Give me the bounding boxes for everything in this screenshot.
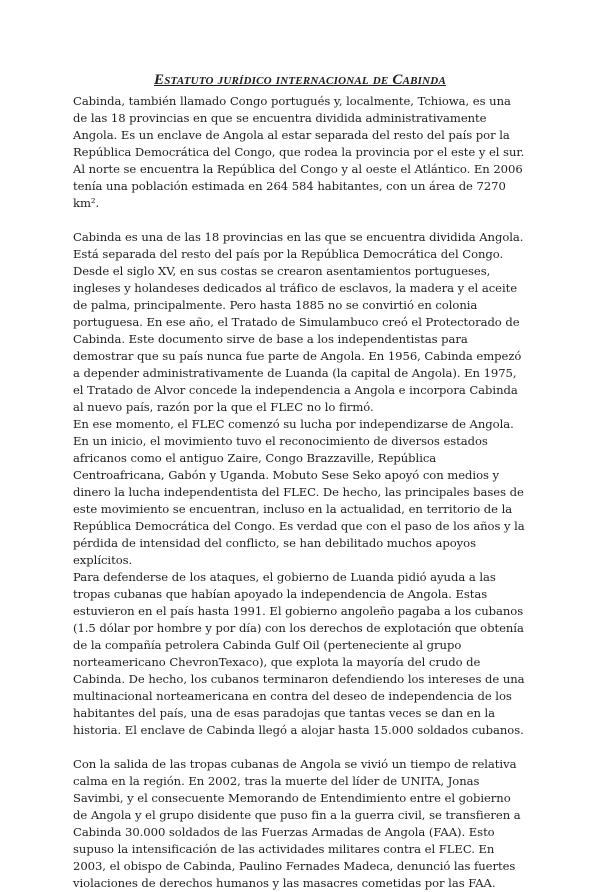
paragraph-cuban-troops: Para defenderse de los ataques, el gobierno de Luanda pidió ayuda a las tropas cubanas que habían apoyado la independencia de Angola. Estas estuvieron en el país hasta 1991. El gobierno angoleño pagaba a los cubanos (1.5 dólar por hombre y por día) con los derechos de explotación que obtenía de la compañía petrolera Cabinda Gulf Oil (perteneciente al grupo norteamericano ChevronTexaco), que explota la mayoría del crudo de Cabinda. De hecho, los cubanos terminaron defendiendo los intereses de una multinacional norteamericana en contra del deseo de independencia de los habitantes del país, una de esas paradojas que tantas veces se dan en la historia. El enclave de Cabinda llegó a alojar hasta 15.000 soldados cubanos. (73, 570, 525, 737)
paragraph-gap (73, 212, 527, 229)
paragraph-summary: Cabinda es una de las 18 provincias en las que se encuentra dividida Angola. Está separada del resto del país por la República Democrática del Congo. (73, 230, 524, 261)
paragraph-flec: En ese momento, el FLEC comenzó su lucha por independizarse de Angola. En un inicio, el movimiento tuvo el reconocimiento de diversos estados africanos como el antiguo Zaire, Congo Brazzaville, República Centroafricana, Gabón y Uganda. Mobuto Sese Seko apoyó con medios y dinero la lucha independentista del FLEC. De hecho, las principales bases de este movimiento se encuentran, incluso en la actualidad, en territorio de la República Democrática del Congo. Es verdad que con el paso de los años y la pérdida de intensidad del conflicto, se han debilitado muchos apoyos explícitos. (73, 417, 525, 567)
paragraph-gap (73, 739, 527, 756)
paragraph-intro: Cabinda, también llamado Congo portugués y, localmente, Tchiowa, es una de las 18 provincias en que se encuentra dividida administrativamente Angola. Es un enclave de Angola al estar separada del resto del país por la República Democrática del Congo, que rodea la provincia por el este y el sur. Al norte se encuentra la República del Congo y al oeste el Atlántico. En 2006 tenía una población estimada en 264 584 habitantes, con un área de 7270 km². (73, 94, 525, 210)
paragraph-aftermath: Con la salida de las tropas cubanas de Angola se vivió un tiempo de relativa calma en la región. En 2002, tras la muerte del líder de UNITA, Jonas Savimbi, y el consecuente Memorando de Entendimiento entre el gobierno de Angola y el grupo disidente que puso fin a la guerra civil, se transfieren a Cabinda 30.000 soldados de las Fuerzas Armadas de Angola (FAA). Esto supuso la intensificación de las actividades militares contra el FLEC. En 2003, el obispo de Cabinda, Paulino Fernades Madeca, denunció las fuertes violaciones de derechos humanos y las masacres cometidas por las FAA. (73, 757, 521, 890)
document-title: Estatuto jurídico internacional de Cabinda (154, 72, 446, 88)
paragraph-history: Desde el siglo XV, en sus costas se crearon asentamientos portugueses, ingleses y holandeses dedicados al tráfico de esclavos, la madera y el aceite de palma, principalmente. Pero hasta 1885 no se convirtió en colonia portuguesa. En ese año, el Tratado de Simulambuco creó el Protectorado de Cabinda. Este documento sirve de base a los independentistas para demostrar que su país nunca fue parte de Angola. En 1956, Cabinda empezó a depender administrativamente de Luanda (la capital de Angola). En 1975, el Tratado de Alvor concede la independencia a Angola e incorpora Cabinda al nuevo país, razón por la que el FLEC no lo firmó. (73, 264, 522, 414)
